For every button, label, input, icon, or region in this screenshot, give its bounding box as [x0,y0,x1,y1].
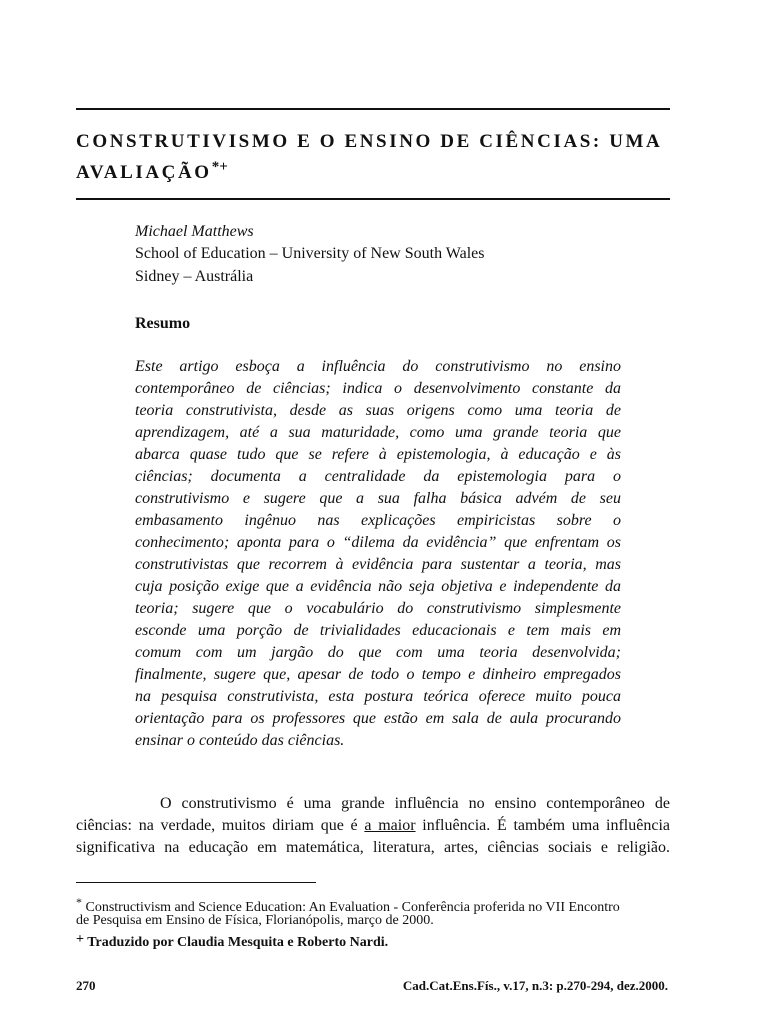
footnote-separator [76,882,316,883]
body-paragraph-line-2 [76,815,670,837]
footnote-2 [76,931,388,952]
abstract-line: ensinar o conteúdo das ciências. [135,732,345,749]
author-location: Sidney – Austrália [135,268,254,285]
author-name: Michael Matthews [135,223,254,240]
footnote-2-text: Traduzido por Claudia Mesquita e Roberto Nardi. [87,935,389,950]
abstract-line: orientação para os professores que estão em sala de aula procurando [135,710,621,727]
article-title-line-2-text: AVALIAÇÃO [76,162,212,183]
abstract-line: aprendizagem, até a sua maturidade, como uma grande teoria que [135,424,621,441]
title-footnote-marks: *+ [211,159,228,175]
page-number: 270 [76,978,96,993]
body-paragraph-line-3: significativa na educação em matemática, literatura, artes, ciências sociais e religião. [76,839,670,856]
abstract-line: na pesquisa construtivista, esta postura teórica oferece muito pouca [135,688,621,705]
abstract-heading: Resumo [135,315,191,332]
abstract-line: ciências; documenta a centralidade da epistemologia para o [135,468,621,485]
abstract-line: finalmente, sugere que, apesar de todo o tempo e dinheiro empregados [135,666,621,683]
abstract-line: comum com um jargão do que com uma teoria desenvolvida; [135,644,621,661]
article-title-line-2 [76,155,670,185]
abstract-line: contemporâneo de ciências; indica o desenvolvimento constante da [135,380,621,397]
body-text: influência. É também uma influência [415,817,670,834]
abstract-line: cuja posição exige que a evidência não seja objetiva e independente da [135,578,621,595]
title-bottom-rule [76,198,670,200]
abstract-line: construtivistas que recorrem à evidência para sustentar a teoria, mas [135,556,621,573]
title-top-rule [76,108,670,110]
abstract-line: conhecimento; aponta para o “dilema da evidência” que enfrentam os [135,534,621,551]
abstract-line: construtivismo e sugere que a sua falha básica advém de seu [135,490,621,507]
footnote-1-text: Constructivism and Science Education: An Evaluation - Conferência proferida no VII Encontro [85,900,620,915]
journal-reference: Cad.Cat.Ens.Fís., v.17, n.3: p.270-294, dez.2000. [402,978,668,993]
abstract-line: abarca quase tudo que se refere à epistemologia, à educação e às [135,446,621,463]
abstract-line: Este artigo esboça a influência do construtivismo no ensino [135,358,621,375]
abstract-line: teoria construtivista, desde as suas origens como uma teoria de [135,402,621,419]
body-paragraph-line-1: O construtivismo é uma grande influência no ensino contemporâneo de [160,795,670,812]
article-title-line-1: CONSTRUTIVISMO E O ENSINO DE CIÊNCIAS: UMA [76,131,663,152]
emphasized-text: a maior [364,817,416,834]
abstract-line: embasamento ingênuo nas explicações empiricistas sobre o [135,512,621,529]
footnote-1-continuation: de Pesquisa em Ensino de Física, Florianópolis, março de 2000. [76,913,434,928]
abstract-line: teoria; sugere que o vocabulário do construtivismo simplesmente [135,600,621,617]
footnote-1-marker: * [76,895,82,909]
abstract-line: esconde uma porção de trivialidades educacionais e tem mais em [135,622,621,639]
author-affiliation: School of Education – University of New South Wales [135,245,485,262]
footnote-2-marker: + [76,932,84,947]
body-text: ciências: na verdade, muitos diriam que é [76,817,365,834]
